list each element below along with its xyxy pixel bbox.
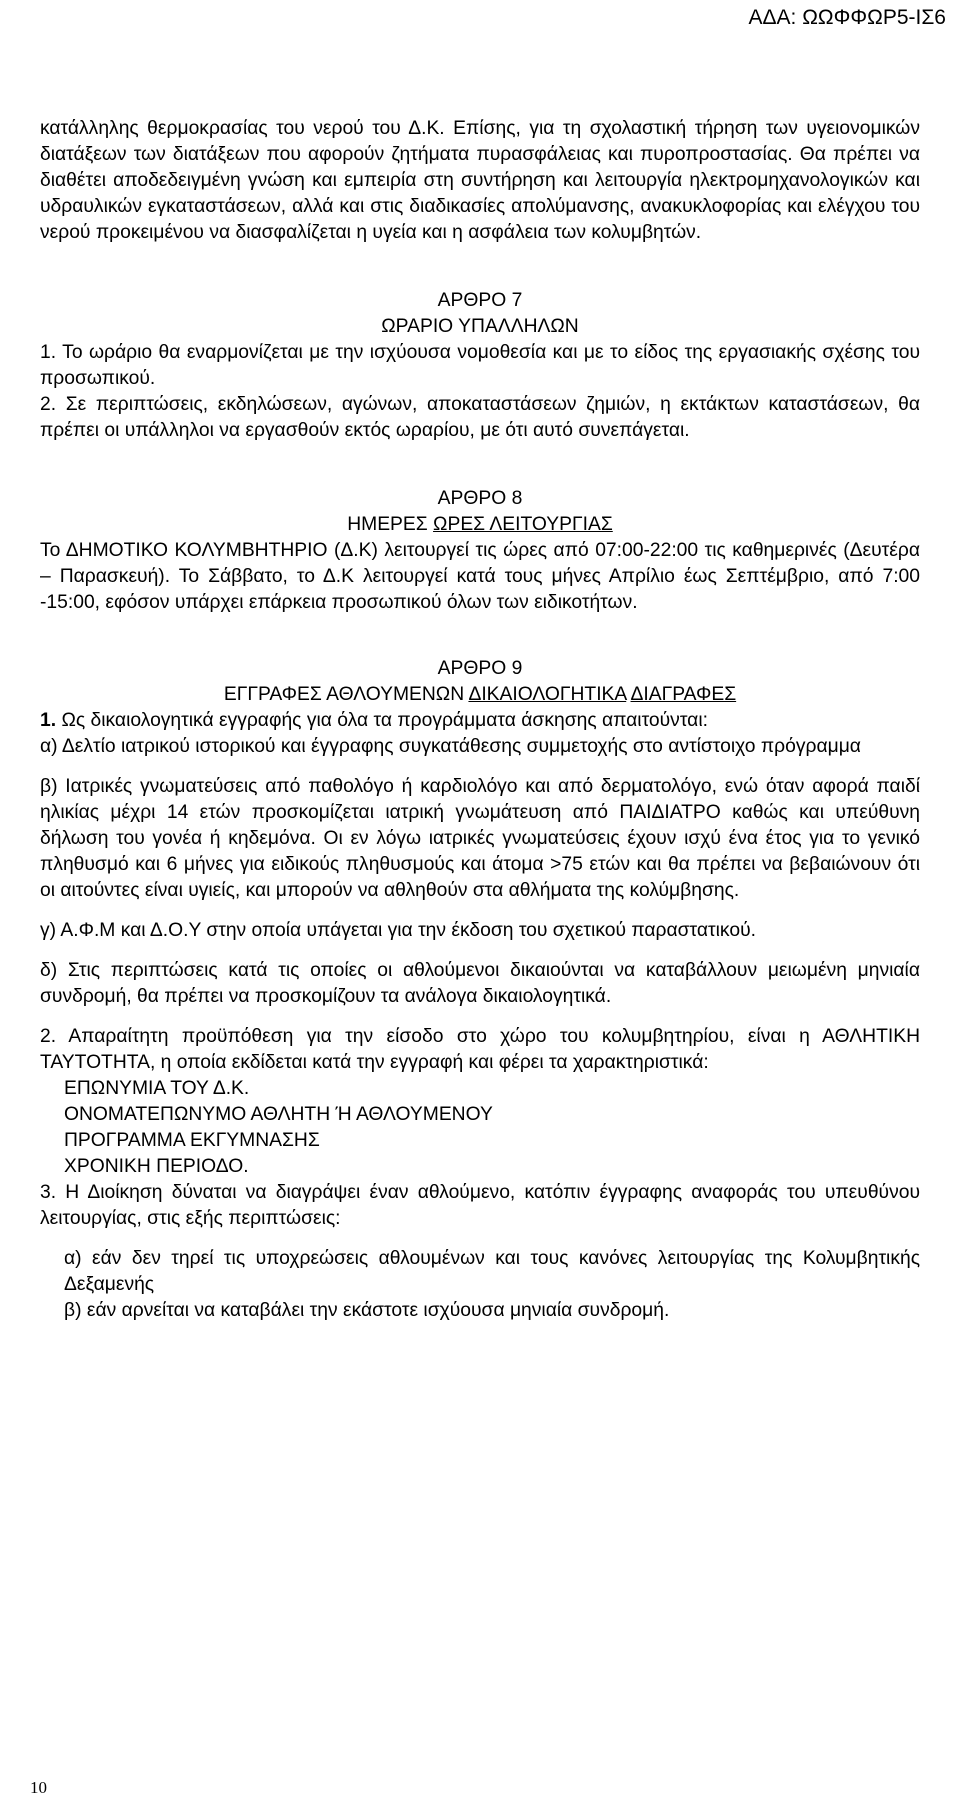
article-8-heading: ΑΡΘΡΟ 8 [437,488,523,509]
article-7-paragraph-1: 1. Το ωράριο θα εναρμονίζεται με την ισχύουσα νομοθεσία και με το είδος της εργασιακής σχέσης του προσωπικού. [40,342,920,389]
article-7-heading: ΑΡΘΡΟ 7 [437,290,523,311]
article-9-item-a: α) Δελτίο ιατρικού ιστορικού και έγγραφης συγκατάθεσης συμμετοχής στο αντίστοιχο πρόγραμμα [40,736,861,757]
article-9-heading: ΑΡΘΡΟ 9 [437,658,523,679]
card-field: ΧΡΟΝΙΚΗ ΠΕΡΙΟΔΟ. [64,1156,249,1177]
article-8-subheading: ΗΜΕΡΕΣ ΩΡΕΣ ΛΕΙΤΟΥΡΓΙΑΣ [347,514,613,535]
card-field: ΕΠΩΝΥΜΙΑ ΤΟΥ Δ.Κ. [64,1078,250,1099]
document-body [40,116,920,1324]
ada-code: ΑΔΑ: ΩΩΦΦΩΡ5-ΙΣ6 [748,6,946,29]
card-fields-list [40,1076,920,1180]
card-field: ΠΡΟΓΡΑΜΜΑ ΕΚΓΥΜΝΑΣΗΣ [64,1130,320,1151]
article-9-item-3a: α) εάν δεν τηρεί τις υποχρεώσεις αθλουμένων και τους κανόνες λειτουργίας της Κολυμβητικής Δεξαμενής [64,1248,920,1295]
article-9-item-1: 1. Ως δικαιολογητικά εγγραφής για όλα τα προγράμματα άσκησης απαιτούνται: [40,710,708,731]
article-9-item-3: 3. Η Διοίκηση δύναται να διαγράψει έναν αθλούμενο, κατόπιν έγγραφης αναφοράς του υπευθύνου λειτουργίας, στις εξής περιπτώσεις: [40,1182,920,1229]
card-field: ΟΝΟΜΑΤΕΠΩΝΥΜΟ ΑΘΛΗΤΗ Ή ΑΘΛΟΥΜΕΝΟΥ [64,1104,493,1125]
article-9-item-3b: β) εάν αρνείται να καταβάλει την εκάστοτε ισχύουσα μηνιαία συνδρομή. [64,1300,670,1321]
article-9-item-b: β) Ιατρικές γνωματεύσεις από παθολόγο ή καρδιολόγο και από δερματολόγο, ενώ όταν αφορά παιδί ηλικίας μέχρι 14 ετών προσκομίζεται ιατρική γνωμάτευση από ΠΑΙΔΙΑΤΡΟ καθώς και υπεύθυνη δήλωση του γονέα ή κηδεμόνα. Οι εν λόγω ιατρικές γνωματεύσεις έχουν ισχύ ένα έτος για το γενικό πληθυσμό και 6 μήνες για ειδικούς πληθυσμούς και άτομα >75 ετών και θα πρέπει να βεβαιώνουν ότι οι αιτούντες είναι υγιείς, και μπορούν να αθληθούν στα αθλήματα της κολύμβησης. [40,776,920,901]
article-8-paragraph: Το ΔΗΜΟΤΙΚΟ ΚΟΛΥΜΒΗΤΗΡΙΟ (Δ.Κ) λειτουργεί τις ώρες από 07:00-22:00 τις καθημερινές (Δευτέρα – Παρασκευή). Το Σάββατο, το Δ.Κ λειτουργεί κατά τους μήνες Απρίλιο έως Σεπτέμβριο, από 7:00 -15:00, εφόσον υπάρχει επάρκεια προσωπικού όλων των ειδικοτήτων. [40,540,920,613]
article-9-item-c: γ) Α.Φ.Μ και Δ.Ο.Υ στην οποία υπάγεται για την έκδοση του σχετικού παραστατικού. [40,920,756,941]
article-7-subheading: ΩΡΑΡΙΟ ΥΠΑΛΛΗΛΩΝ [381,316,579,337]
page-number: 10 [30,1778,47,1797]
article-9-item-2: 2. Απαραίτητη προϋπόθεση για την είσοδο στο χώρο του κολυμβητηρίου, είναι η ΑΘΛΗΤΙΚΗ ΤΑΥΤΟΤΗΤΑ, η οποία εκδίδεται κατά την εγγραφή και φέρει τα χαρακτηριστικά: [40,1026,920,1073]
article-9-subheading: ΕΓΓΡΑΦΕΣ ΑΘΛΟΥΜΕΝΩΝ ΔΙΚΑΙΟΛΟΓΗΤΙΚΑ ΔΙΑΓΡΑΦΕΣ [223,684,737,705]
article-7-paragraph-2: 2. Σε περιπτώσεις, εκδηλώσεων, αγώνων, αποκαταστάσεων ζημιών, η εκτάκτων καταστάσεων, θα πρέπει οι υπάλληλοι να εργασθούν εκτός ωραρίου, με ότι αυτό συνεπάγεται. [40,394,920,441]
article-9-item-d: δ) Στις περιπτώσεις κατά τις οποίες οι αθλούμενοι δικαιούνται να καταβάλλουν μειωμένη μηνιαία συνδρομή, θα πρέπει να προσκομίζουν τα ανάλογα δικαιολογητικά. [40,960,920,1007]
intro-paragraph: κατάλληλης θερμοκρασίας του νερού του Δ.Κ. Επίσης, για τη σχολαστική τήρηση των υγειονομικών διατάξεων των διατάξεων που αφορούν ζητήματα πυρασφάλειας και πυροπροστασίας. Θα πρέπει να διαθέτει αποδεδειγμένη γνώση και εμπειρία στη συντήρηση και λειτουργία ηλεκτρομηχανολογικών και υδραυλικών εγκαταστάσεων, αλλά και στις διαδικασίες απολύμανσης, ανακυκλοφορίας και ελέγχου του νερού προκειμένου να διασφαλίζεται η υγεία και η ασφάλεια των κολυμβητών. [40,118,920,243]
